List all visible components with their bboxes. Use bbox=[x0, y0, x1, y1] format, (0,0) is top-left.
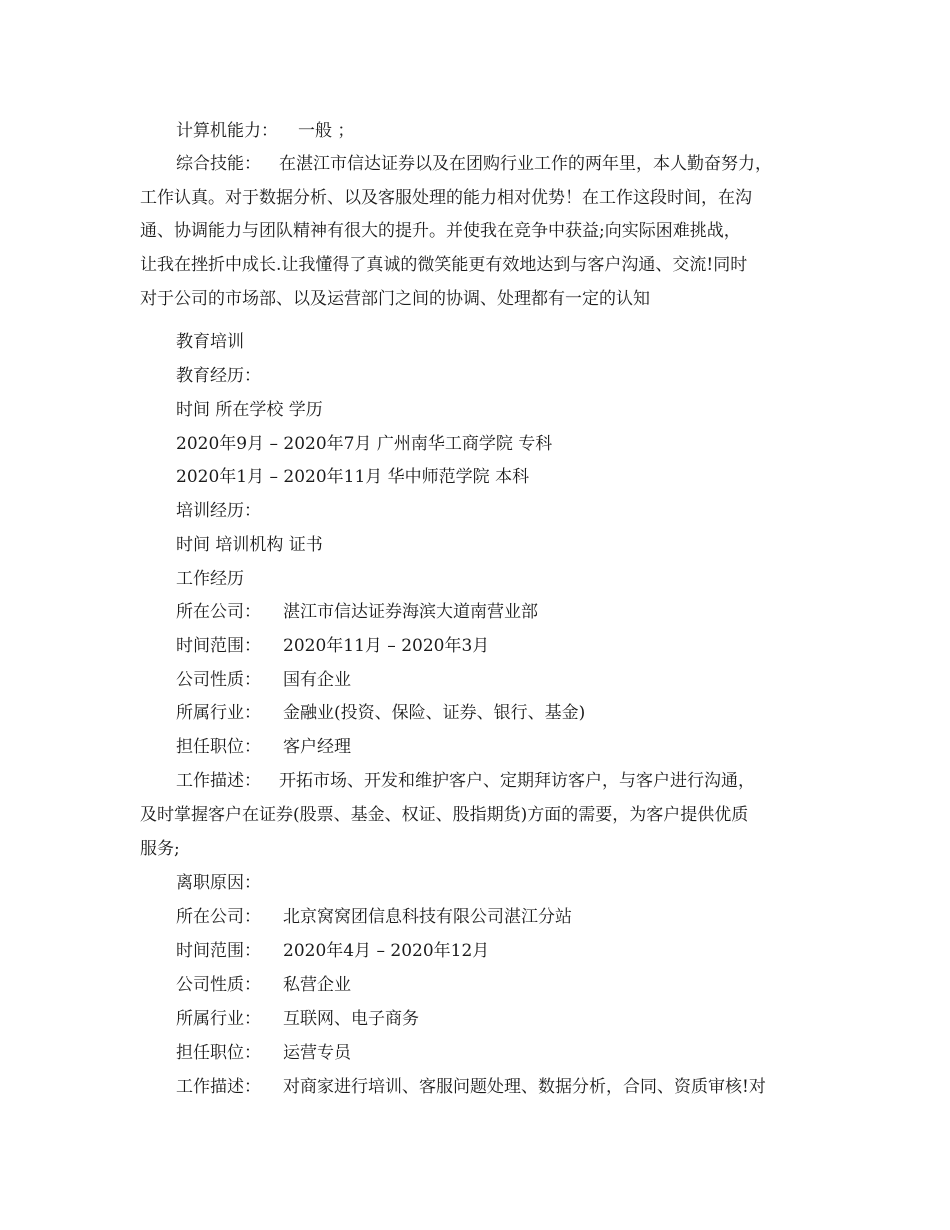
job2-nature-value: 私营企业 bbox=[283, 975, 351, 995]
skills-line-1 bbox=[176, 153, 772, 175]
job2-desc-label: 工作描述： bbox=[176, 1077, 261, 1097]
job2-desc-text-1: 对商家进行培训、客服问题处理、数据分析，合同、资质审核!对 bbox=[283, 1077, 766, 1097]
job1-company-line bbox=[176, 601, 538, 623]
computer-skill-label: 计算机能力： bbox=[176, 121, 278, 141]
education-row-2: 2020年1月 – 2020年11月 华中师范学院 本科 bbox=[176, 467, 530, 487]
job2-position-line bbox=[176, 1042, 351, 1064]
skills-text-4: 让我在挫折中成长.让我懂得了真诚的微笑能更有效地达到与客户沟通、交流!同时 bbox=[140, 255, 748, 275]
work-section-title: 工作经历 bbox=[176, 569, 244, 589]
job1-desc-text-2: 及时掌握客户在证券(股票、基金、权证、股指期货)方面的需要，为客户提供优质 bbox=[140, 805, 749, 825]
job1-position-line bbox=[176, 736, 351, 758]
job2-company-value: 北京窝窝团信息科技有限公司湛江分站 bbox=[283, 907, 572, 927]
job1-nature-value: 国有企业 bbox=[283, 670, 351, 690]
job1-desc-text-3: 服务; bbox=[140, 839, 180, 859]
skills-label: 综合技能： bbox=[176, 154, 261, 174]
skills-text-1: 在湛江市信达证券以及在团购行业工作的两年里，本人勤奋努力， bbox=[279, 154, 772, 174]
job2-time-line bbox=[176, 940, 489, 962]
job2-position-label: 担任职位： bbox=[176, 1043, 261, 1063]
job1-position-value: 客户经理 bbox=[283, 737, 351, 757]
job1-industry-label: 所属行业： bbox=[176, 703, 261, 723]
job1-time-value: 2020年11月 – 2020年3月 bbox=[283, 636, 490, 656]
education-row-1: 2020年9月 – 2020年7月 广州南华工商学院 专科 bbox=[176, 434, 553, 454]
job2-position-value: 运营专员 bbox=[283, 1043, 351, 1063]
job2-time-value: 2020年4月 – 2020年12月 bbox=[283, 941, 490, 961]
job1-nature-label: 公司性质： bbox=[176, 670, 261, 690]
job1-leave-reason-label: 离职原因： bbox=[176, 873, 261, 893]
job1-industry-line bbox=[176, 702, 585, 724]
job2-company-label: 所在公司： bbox=[176, 907, 261, 927]
job2-industry-value: 互联网、电子商务 bbox=[283, 1009, 419, 1029]
job2-industry-line bbox=[176, 1008, 419, 1030]
education-table-header: 时间 所在学校 学历 bbox=[176, 400, 323, 420]
job2-time-label: 时间范围： bbox=[176, 941, 261, 961]
education-experience-label: 教育经历： bbox=[176, 366, 261, 386]
job1-time-line bbox=[176, 635, 489, 657]
job2-company-line bbox=[176, 906, 572, 928]
job2-industry-label: 所属行业： bbox=[176, 1009, 261, 1029]
job1-company-value: 湛江市信达证券海滨大道南营业部 bbox=[283, 602, 538, 622]
job1-nature-line bbox=[176, 669, 351, 691]
job1-desc-label: 工作描述： bbox=[176, 771, 261, 791]
job1-company-label: 所在公司： bbox=[176, 602, 261, 622]
computer-skill-line bbox=[176, 120, 354, 142]
job2-desc-line-1 bbox=[176, 1076, 766, 1098]
job1-position-label: 担任职位： bbox=[176, 737, 261, 757]
education-section-title: 教育培训 bbox=[176, 332, 244, 352]
job1-industry-value: 金融业(投资、保险、证券、银行、基金) bbox=[283, 703, 586, 723]
training-experience-label: 培训经历： bbox=[176, 501, 261, 521]
job1-desc-line-1 bbox=[176, 770, 755, 792]
job2-nature-line bbox=[176, 974, 351, 996]
job1-desc-text-1: 开拓市场、开发和维护客户、定期拜访客户，与客户进行沟通， bbox=[279, 771, 755, 791]
training-table-header: 时间 培训机构 证书 bbox=[176, 535, 323, 555]
skills-text-5: 对于公司的市场部、以及运营部门之间的协调、处理都有一定的认知 bbox=[140, 289, 650, 309]
skills-text-3: 通、协调能力与团队精神有很大的提升。并使我在竞争中获益;向实际困难挑战， bbox=[140, 221, 741, 241]
job2-nature-label: 公司性质： bbox=[176, 975, 261, 995]
job1-time-label: 时间范围： bbox=[176, 636, 261, 656]
skills-text-2: 工作认真。对于数据分析、以及客服处理的能力相对优势！在工作这段时间，在沟 bbox=[140, 188, 752, 208]
computer-skill-value: 一般 ； bbox=[298, 121, 355, 141]
